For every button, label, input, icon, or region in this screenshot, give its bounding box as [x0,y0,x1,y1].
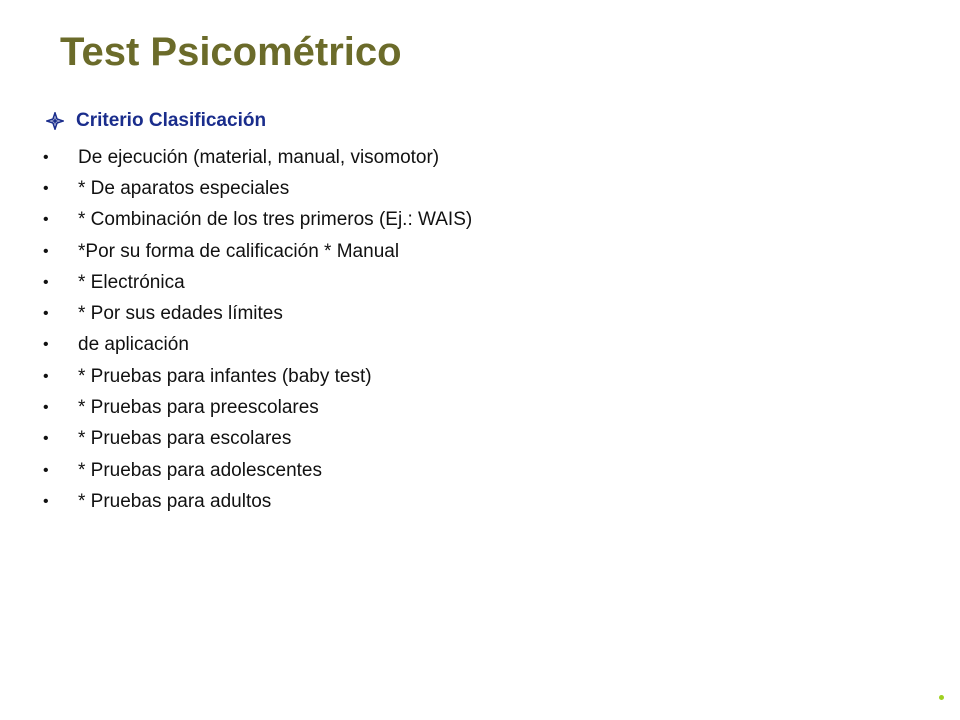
list-item-text: * Por sus edades límites [78,303,283,325]
list-item [40,455,472,486]
bullet-icon: • [43,148,49,166]
list-item [40,424,472,455]
bullet-icon: • [43,336,49,354]
bullet-list [40,142,472,518]
list-item [40,173,472,204]
section-heading-label: Criterio Clasificación [76,110,267,131]
list-item [40,142,472,173]
list-item [40,392,472,423]
bullet-icon: • [43,399,49,417]
list-item-text: De ejecución (material, manual, visomotor) [78,146,440,168]
list-item [40,330,472,361]
list-item-text: * Pruebas para preescolares [78,397,319,419]
list-item-text: * Pruebas para adolescentes [78,459,322,481]
list-item [40,236,472,267]
list-item-text: *Por su forma de calificación * Manual [78,240,400,262]
list-item [40,298,472,329]
section-heading [46,110,266,132]
list-item [40,267,472,298]
list-item [40,205,472,236]
bullet-icon: • [43,211,49,229]
list-item-text: * Combinación de los tres primeros (Ej.: WAIS) [78,209,473,231]
list-item-text: * Pruebas para escolares [78,428,292,450]
bullet-icon: • [43,492,49,510]
list-item [40,361,472,392]
accent-dot [939,695,944,700]
diamond-bullet-icon [46,112,64,130]
list-item-text: * Pruebas para infantes (baby test) [78,365,372,387]
bullet-icon: • [43,430,49,448]
bullet-icon: • [43,367,49,385]
bullet-icon: • [43,305,49,323]
list-item [40,486,472,517]
bullet-icon: • [43,461,49,479]
bullet-icon: • [43,179,49,197]
list-item-text: * De aparatos especiales [78,177,290,199]
bullet-icon: • [43,273,49,291]
list-item-text: * Electrónica [78,271,185,293]
bullet-icon: • [43,242,49,260]
slide-title: Test Psicométrico [60,30,402,74]
list-item-text: de aplicación [78,334,189,356]
list-item-text: * Pruebas para adultos [78,490,272,512]
